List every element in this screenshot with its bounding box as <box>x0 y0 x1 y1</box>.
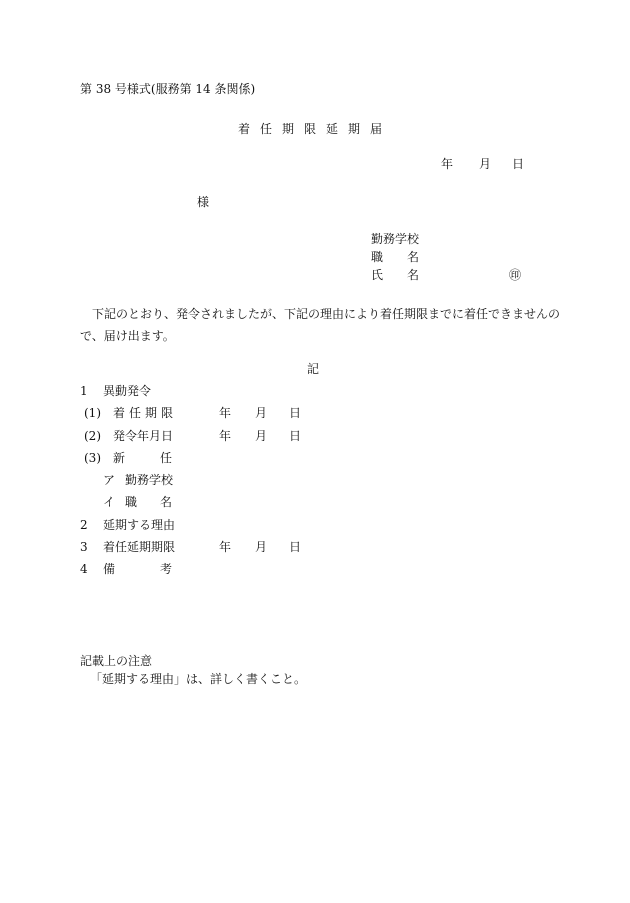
seal-mark: ㊞ <box>509 268 522 282</box>
sub2-number: (2) <box>84 429 101 443</box>
sub1-label: 着任期限 <box>113 406 178 420</box>
item3-year: 年 <box>219 540 232 554</box>
sub1-year: 年 <box>219 406 232 420</box>
subA-label: 勤務学校 <box>125 473 174 487</box>
item4-number: 4 <box>80 562 88 576</box>
sender-name-label-1: 氏 <box>371 268 384 282</box>
intro-paragraph <box>80 303 560 347</box>
item2-number: 2 <box>80 518 88 532</box>
ki-heading: 記 <box>307 362 320 376</box>
sub3-label-2: 任 <box>160 451 173 465</box>
sub2-month: 月 <box>255 429 268 443</box>
item1-number: 1 <box>80 384 88 398</box>
subI-label-2: 名 <box>160 495 173 509</box>
addressee-suffix: 様 <box>197 195 210 209</box>
sub1-number: (1) <box>84 406 101 420</box>
item3-day: 日 <box>289 540 302 554</box>
item2-label: 延期する理由 <box>103 518 176 532</box>
sub3-number: (3) <box>84 451 101 465</box>
form-number: 第 38 号様式(服務第 14 条関係) <box>80 82 256 96</box>
subI-number: イ <box>103 495 116 509</box>
item3-month: 月 <box>255 540 268 554</box>
sender-school-label: 勤務学校 <box>371 232 420 246</box>
item4-label-1: 備 <box>103 562 116 576</box>
sub2-day: 日 <box>289 429 302 443</box>
sub1-day: 日 <box>289 406 302 420</box>
item4-label-2: 考 <box>160 562 173 576</box>
item1-label: 異動発令 <box>103 384 152 398</box>
date-year: 年 <box>441 157 454 171</box>
sender-job-label-2: 名 <box>407 250 420 264</box>
sender-job-label-1: 職 <box>371 250 384 264</box>
sender-name-label-2: 名 <box>407 268 420 282</box>
notes-text: 「延期する理由」は、詳しく書くこと。 <box>90 672 307 686</box>
sub2-label: 発令年月日 <box>113 429 174 443</box>
sub3-label-1: 新 <box>113 451 126 465</box>
item3-number: 3 <box>80 540 88 554</box>
sub2-year: 年 <box>219 429 232 443</box>
document-title: 着任期限延期届 <box>238 122 393 136</box>
subI-label-1: 職 <box>125 495 138 509</box>
date-day: 日 <box>512 157 525 171</box>
notes-heading: 記載上の注意 <box>80 654 153 668</box>
item3-label: 着任延期期限 <box>103 540 176 554</box>
subA-number: ア <box>103 473 116 487</box>
sub1-month: 月 <box>255 406 268 420</box>
date-month: 月 <box>479 157 492 171</box>
intro-text: 下記のとおり、発令されましたが、下記の理由により着任期限までに着任できませんので、届け出ます。 <box>80 307 561 343</box>
